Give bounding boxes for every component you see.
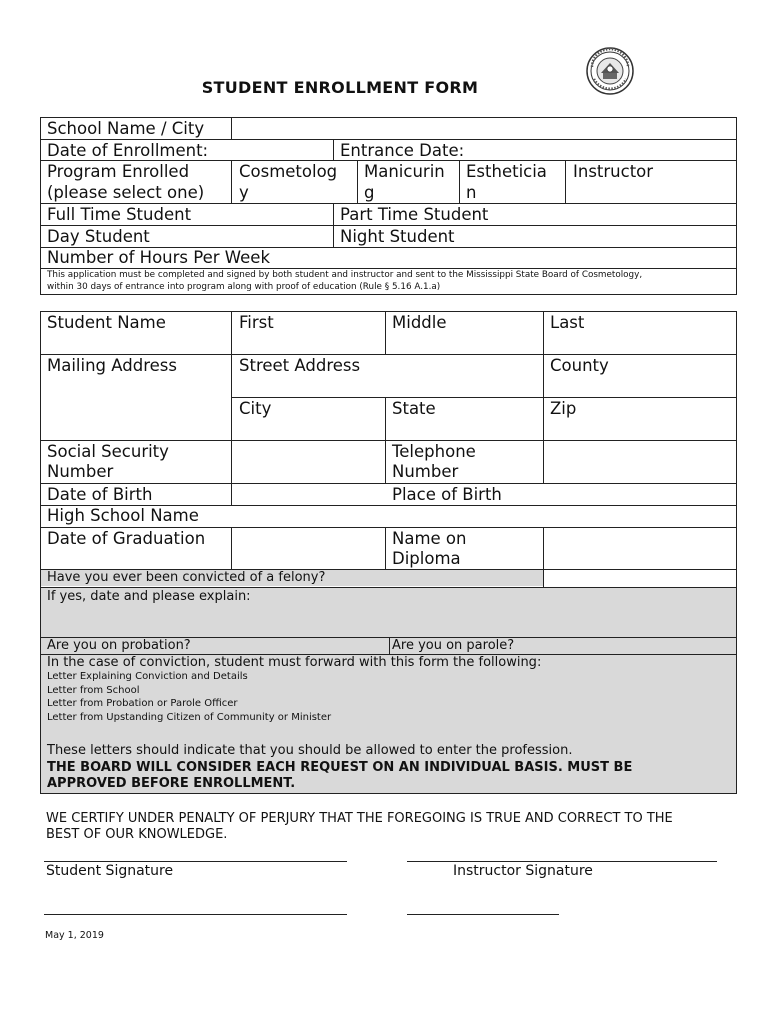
ssn-label: Social Security (47, 442, 169, 461)
student-date-line[interactable] (44, 914, 347, 915)
diploma-label-2: Diploma (392, 549, 461, 568)
county-label: County (550, 356, 609, 375)
letters-indication: These letters should indicate that you should be allowed to enter the profession. (47, 743, 573, 758)
last-name-label: Last (550, 313, 585, 332)
ssn-label-2: Number (47, 462, 114, 481)
letter-item: Letter from School (47, 685, 140, 696)
full-time-option[interactable]: Full Time Student (47, 205, 192, 224)
certify-statement-line1: WE CERTIFY UNDER PENALTY OF PERJURY THAT THE FOREGOING IS TRUE AND CORRECT TO THE (46, 811, 673, 826)
instructions-note-line2: within 30 days of entrance into program along with proof of education (Rule § 5.16 A.1.a) (47, 282, 441, 292)
instructor-signature-label: Instructor Signature (453, 863, 593, 879)
night-student-option[interactable]: Night Student (340, 227, 455, 246)
graduation-label: Date of Graduation (47, 529, 206, 548)
dob-label: Date of Birth (47, 485, 153, 504)
student-signature-line[interactable] (44, 861, 347, 862)
telephone-label-2: Number (392, 462, 459, 481)
high-school-label: High School Name (47, 506, 199, 525)
zip-label: Zip (550, 399, 577, 418)
letter-item: Letter from Upstanding Citizen of Community or Minister (47, 712, 332, 723)
telephone-label: Telephone (392, 442, 476, 461)
state-label: State (392, 399, 436, 418)
certify-statement-line2: BEST OF OUR KNOWLEDGE. (46, 827, 228, 842)
probation-question: Are you on probation? (47, 638, 191, 653)
school-name-field[interactable] (235, 119, 733, 137)
instructor-signature-line[interactable] (407, 861, 717, 862)
instructions-note-line1: This application must be completed and signed by both student and instructor and sent to the Mississippi State Board of Cosmetology, (47, 270, 643, 280)
date-enrollment-label: Date of Enrollment: (47, 141, 209, 160)
school-name-label: School Name / City (47, 119, 205, 138)
felony-answer-field[interactable] (547, 570, 733, 586)
option-instructor[interactable]: Instructor (573, 162, 654, 181)
diploma-label: Name on (392, 529, 467, 548)
state-seal-icon (586, 47, 634, 95)
page-title: STUDENT ENROLLMENT FORM (201, 78, 479, 97)
telephone-field[interactable] (547, 444, 733, 480)
street-address-label: Street Address (239, 356, 361, 375)
part-time-option[interactable]: Part Time Student (340, 205, 489, 224)
middle-name-label: Middle (392, 313, 447, 332)
letter-item: Letter from Probation or Parole Officer (47, 698, 238, 709)
high-school-field[interactable] (235, 508, 733, 525)
letter-item: Letter Explaining Conviction and Details (47, 671, 248, 682)
ssn-field[interactable] (235, 444, 381, 480)
city-label: City (239, 399, 272, 418)
dob-field[interactable] (235, 486, 381, 503)
felony-explain-label: If yes, date and please explain: (47, 589, 251, 604)
pob-field[interactable] (547, 486, 733, 503)
hours-per-week-label: Number of Hours Per Week (47, 248, 271, 267)
felony-question: Have you ever been convicted of a felony? (47, 570, 326, 585)
please-select-label: (please select one) (47, 183, 205, 202)
diploma-field[interactable] (547, 530, 733, 566)
mailing-address-label: Mailing Address (47, 356, 177, 375)
footer-date: May 1, 2019 (45, 930, 104, 941)
parole-question: Are you on parole? (392, 638, 515, 653)
board-notice-line2: APPROVED BEFORE ENROLLMENT. (47, 776, 296, 791)
instructor-date-line[interactable] (407, 914, 559, 915)
day-student-option[interactable]: Day Student (47, 227, 150, 246)
conviction-instructions: In the case of conviction, student must forward with this form the following: (47, 655, 542, 670)
pob-label: Place of Birth (392, 485, 502, 504)
student-name-label: Student Name (47, 313, 166, 332)
student-signature-label: Student Signature (46, 863, 174, 879)
first-name-label: First (239, 313, 274, 332)
graduation-field[interactable] (235, 530, 381, 566)
felony-explain-field[interactable] (47, 607, 733, 635)
board-notice-line1: THE BOARD WILL CONSIDER EACH REQUEST ON AN INDIVIDUAL BASIS. MUST BE (47, 760, 633, 775)
program-enrolled-label: Program Enrolled (47, 162, 190, 181)
entrance-date-label: Entrance Date: (340, 141, 465, 160)
